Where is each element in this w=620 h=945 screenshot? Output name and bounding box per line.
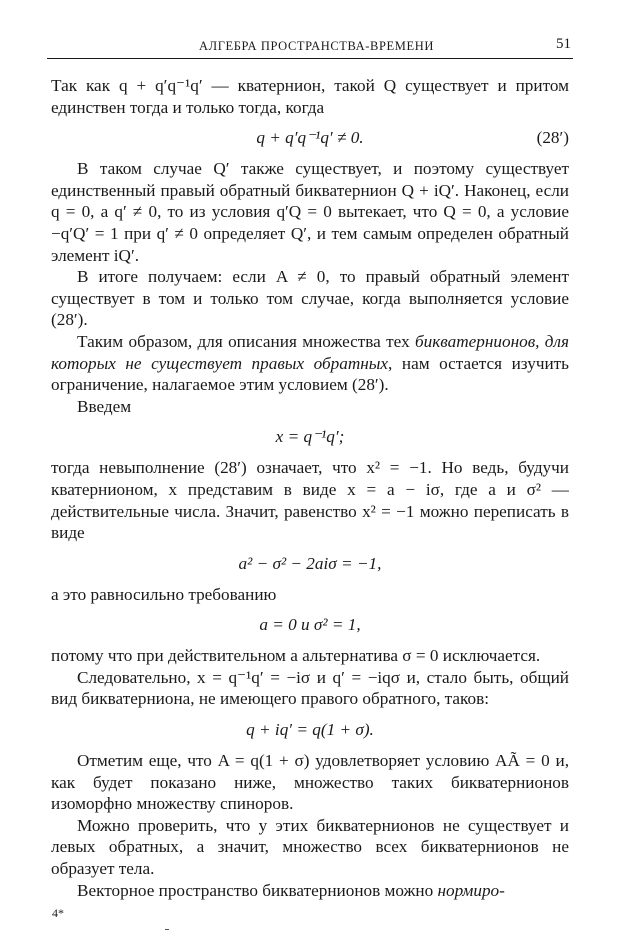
paragraph-4-text-end: , нам остается изучить ограничение, налагаемое этим условием (28′). bbox=[51, 353, 570, 395]
print-speck bbox=[165, 929, 169, 930]
equation-text: a² − σ² − 2aiσ = −1, bbox=[238, 553, 382, 573]
paragraph-5: Введем bbox=[77, 396, 132, 416]
equation-expanded bbox=[51, 550, 569, 578]
paragraph-8: потому что при действительном a альтернатива σ = 0 исключается. bbox=[51, 646, 541, 666]
equation-text: q + q′q⁻¹q′ ≠ 0. bbox=[256, 128, 364, 148]
page-number: 51 bbox=[556, 36, 571, 52]
paragraph-3: В итоге получаем: если A ≠ 0, то правый обратный элемент существует в том и только том случае, когда выполняется условие (28′). bbox=[51, 267, 569, 330]
equation-28-prime bbox=[51, 124, 569, 152]
paragraph-12-text: Векторное пространство бикватернионов можно bbox=[77, 880, 438, 900]
paragraph-4-italic: бикватернионов, для которых не существует правых обратных bbox=[51, 331, 569, 373]
equation-general-form bbox=[51, 716, 569, 744]
paragraph-2: В таком случае Q′ также существует, и поэтому существует единственный правый обратный бикватернион Q + iQ′. Наконец, если q = 0, а q′ ≠ 0, то из условия q′Q = 0 вытекает, что Q = 0, а условие −q′Q′ = 1 при q′ ≠ 0 определяет Q′, и тем самым определен обратный элемент iQ′. bbox=[51, 159, 569, 265]
paragraph-4-text-start: Таким образом, для описания множества тех bbox=[77, 331, 416, 351]
page-header bbox=[47, 34, 573, 59]
paragraph-1: Так как q + q′q⁻¹q′ — кватернион, такой Q существует и притом единствен тогда и только тогда, когда bbox=[51, 76, 569, 117]
paragraph-4 bbox=[51, 331, 569, 396]
equation-text: q + iq′ = q(1 + σ). bbox=[246, 720, 374, 740]
equation-number: (28′) bbox=[536, 128, 569, 148]
page-body bbox=[51, 75, 569, 901]
equation-text: a = 0 и σ² = 1, bbox=[259, 615, 361, 635]
paragraph-12-italic: нормиро- bbox=[437, 880, 505, 900]
signature-mark: 4* bbox=[52, 906, 64, 920]
paragraph-7: а это равносильно требованию bbox=[51, 584, 277, 604]
paragraph-10: Отметим еще, что A = q(1 + σ) удовлетворяет условию AÃ = 0 и, как будет показано ниже, множество таких бикватернионов изоморфно множеству спиноров. bbox=[51, 751, 569, 814]
paragraph-9: Следовательно, x = q⁻¹q′ = −iσ и q′ = −iqσ и, стало быть, общий вид бикватерниона, не имеющего правого обратного, таков: bbox=[51, 667, 569, 709]
equation-text: x = q⁻¹q′; bbox=[275, 427, 345, 447]
running-title: АЛГЕБРА ПРОСТРАНСТВА-ВРЕМЕНИ bbox=[199, 39, 434, 53]
equation-x-definition bbox=[51, 423, 569, 451]
paragraph-11: Можно проверить, что у этих бикватернионов не существует и левых обратных, а значит, множество всех бикватернионов не образует тела. bbox=[51, 815, 569, 879]
equation-conditions bbox=[51, 611, 569, 639]
paragraph-6: тогда невыполнение (28′) означает, что x² = −1. Но ведь, будучи кватернионом, x представим в виде x = a − iσ, где a и σ² — действительные числа. Значит, равенство x² = −1 можно переписать в виде bbox=[51, 458, 569, 543]
paragraph-12 bbox=[51, 880, 569, 902]
